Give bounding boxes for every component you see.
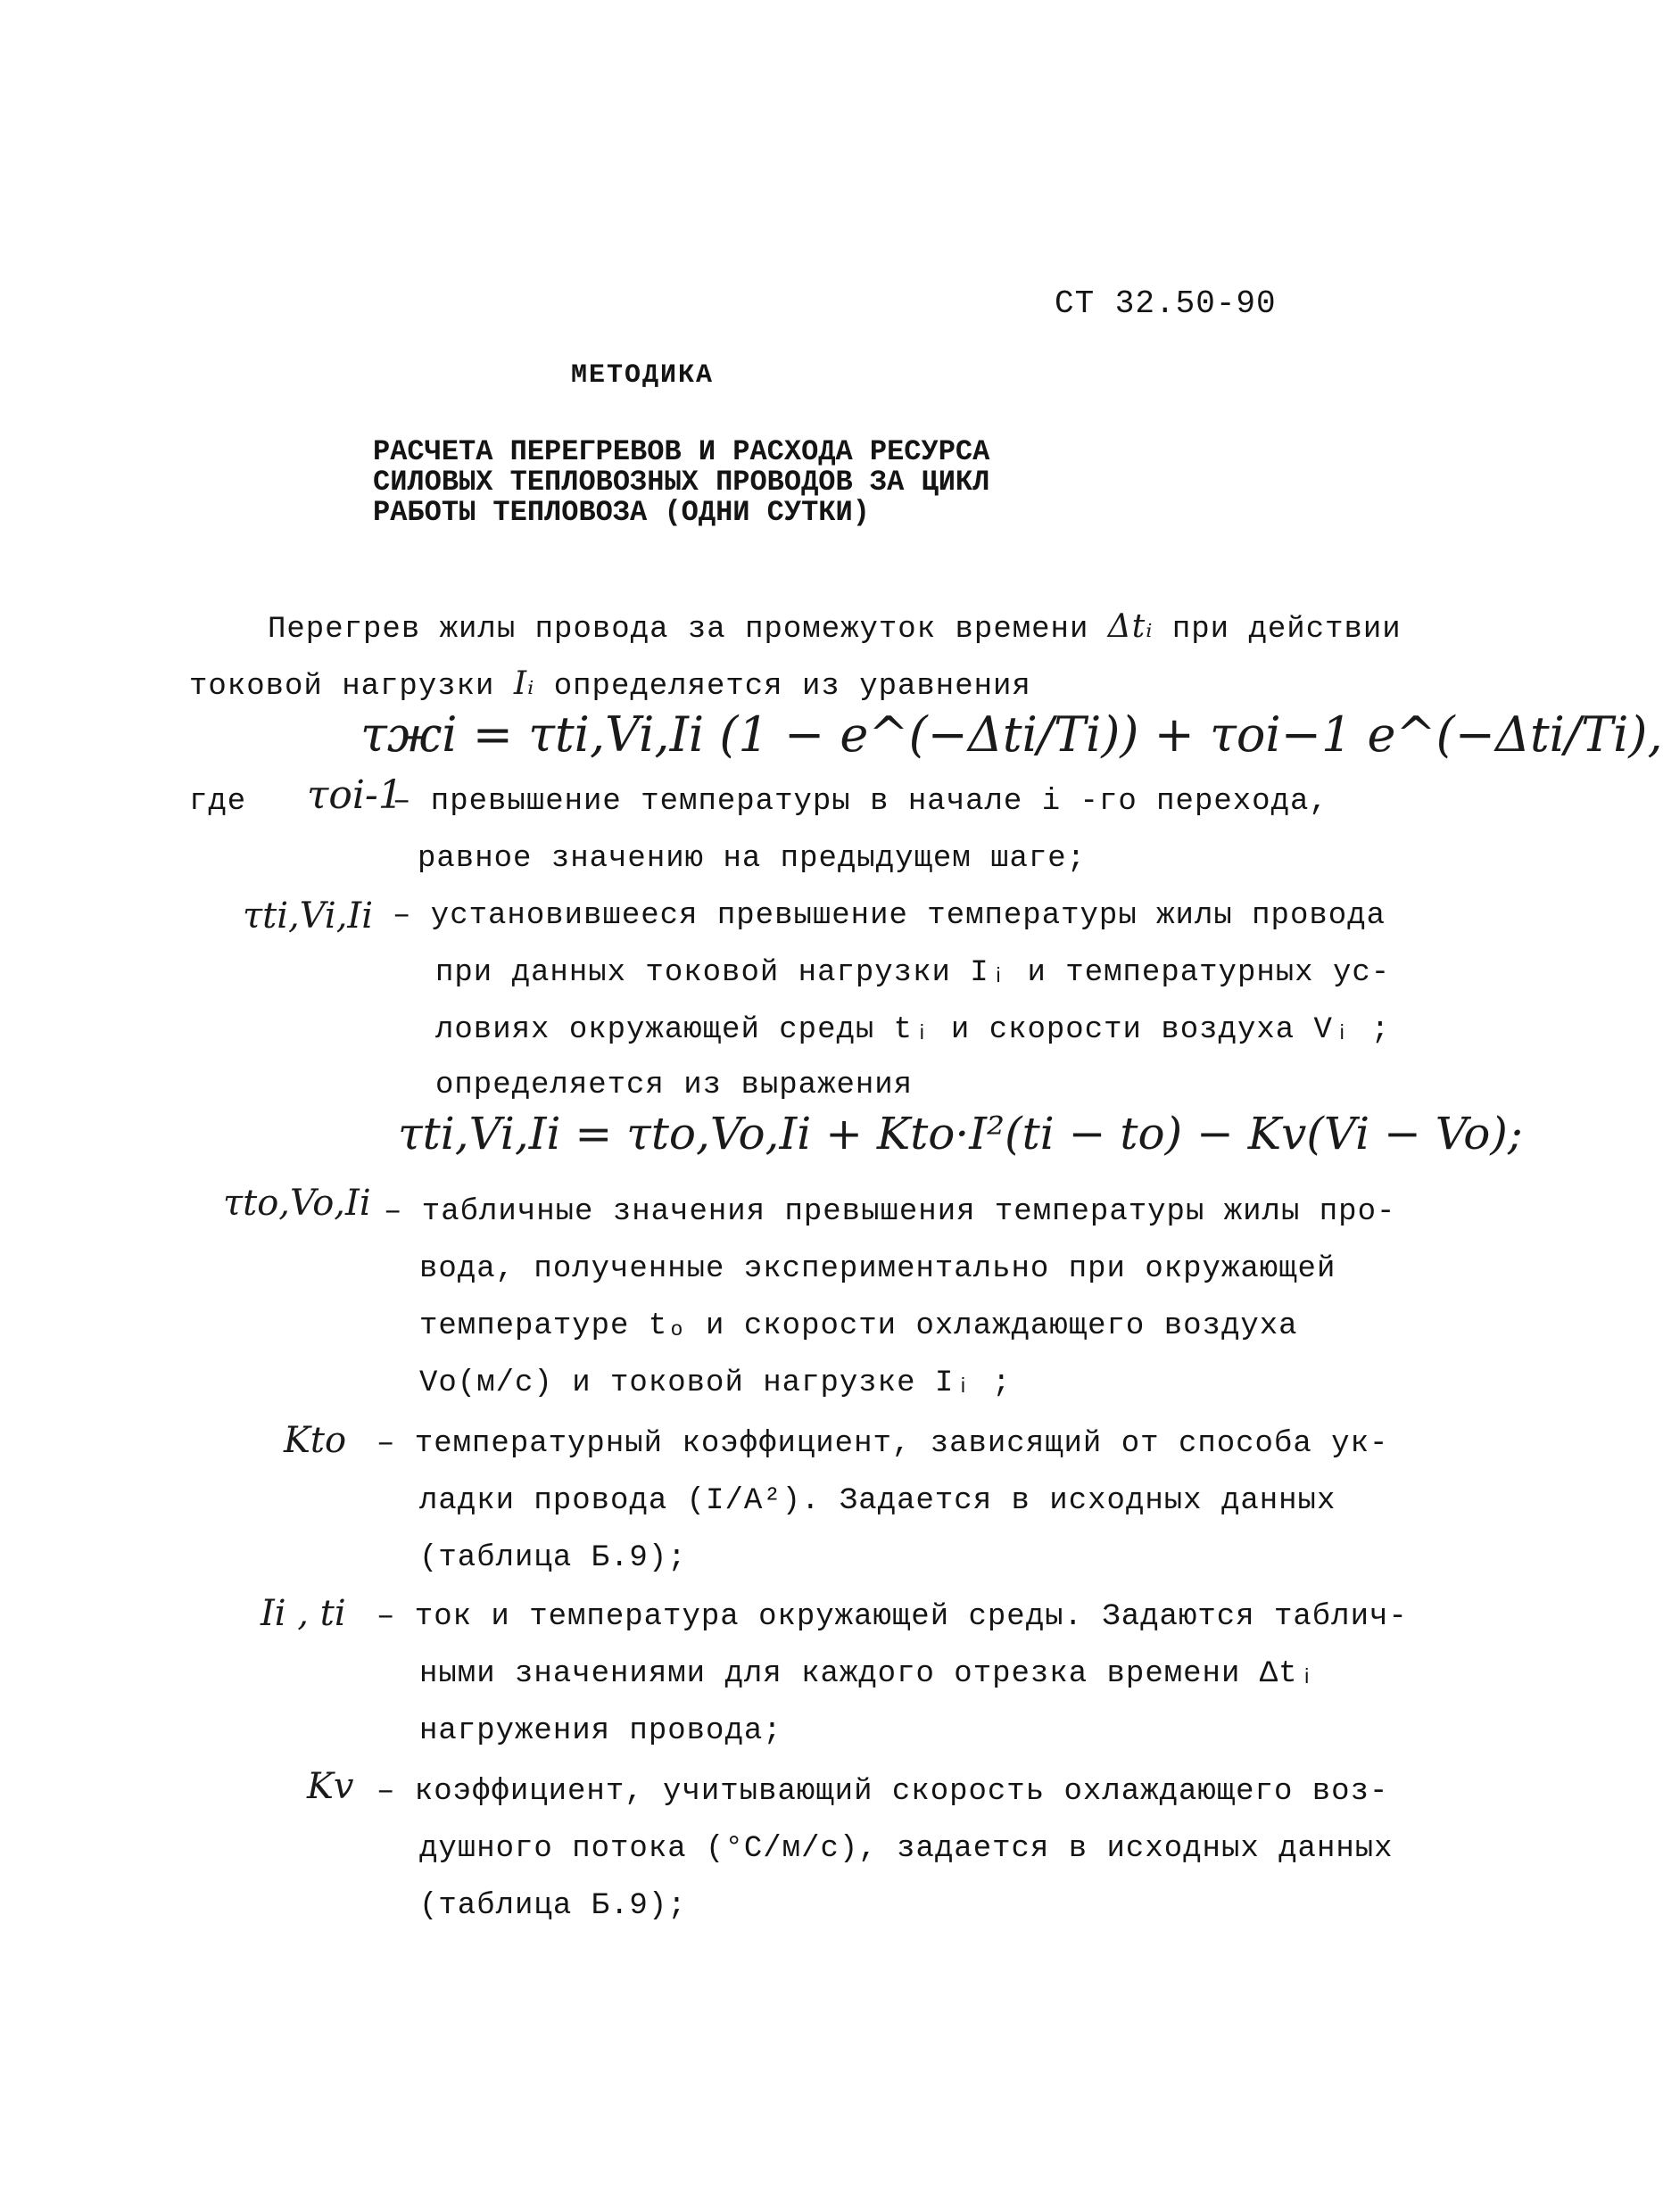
definition-2-line-3: ловиях окружающей среды tᵢ и скорости воздуха Vᵢ ; bbox=[435, 1013, 1391, 1047]
intro-line-2-text-a: токовой нагрузки bbox=[189, 670, 495, 704]
definition-3-line-4: Vo(м/с) и токовой нагрузке Iᵢ ; bbox=[419, 1366, 1012, 1400]
definition-4-line-3: (таблица Б.9); bbox=[419, 1541, 687, 1575]
intro-line-2 bbox=[189, 665, 1031, 704]
definition-3-symbol: τto,Vo,Ii bbox=[223, 1183, 371, 1224]
section-heading: МЕТОДИКА bbox=[571, 360, 715, 391]
definition-2-line-2: при данных токовой нагрузки Iᵢ и температурных ус- bbox=[435, 956, 1391, 990]
equation-2: τti,Vi,Ii = τto,Vo,Ii + Kto·I²(ti − to) − Kv(Vi − Vo); bbox=[398, 1108, 1523, 1160]
definition-5-line-1: – ток и температура окружающей среды. Задаются таблич- bbox=[376, 1600, 1408, 1634]
definition-4-line-2: ладки провода (I/A²). Задается в исходных данных bbox=[419, 1484, 1336, 1518]
intro-line-1-text-b: при действии bbox=[1171, 613, 1402, 647]
definition-6-line-1: – коэффициент, учитывающий скорость охлаждающего воз- bbox=[376, 1775, 1389, 1809]
definition-3-line-2: вода, полученные экспериментально при окружающей bbox=[419, 1252, 1336, 1286]
definition-6-line-2: душного потока (°С/м/с), задается в исходных данных bbox=[419, 1832, 1394, 1866]
definition-1-line-1: – превышение температуры в начале i -го перехода, bbox=[393, 785, 1328, 819]
definition-2-line-4: определяется из выражения bbox=[435, 1069, 914, 1102]
definition-6-symbol: Kv bbox=[307, 1766, 354, 1807]
title-line-3: РАБОТЫ ТЕПЛОВОЗА (ОДНИ СУТКИ) bbox=[373, 496, 870, 529]
definition-2-line-1: – установившееся превышение температуры жилы провода bbox=[393, 899, 1386, 933]
current-symbol: Iᵢ bbox=[513, 665, 535, 702]
definition-1-symbol: τoi-1 bbox=[307, 772, 403, 818]
intro-line-1-text-a: Перегрев жилы провода за промежуток времени bbox=[268, 613, 1089, 647]
definition-4-line-1: – температурный коэффициент, зависящий от способа ук- bbox=[376, 1427, 1389, 1461]
where-word: где bbox=[189, 785, 247, 819]
delta-t-symbol: Δtᵢ bbox=[1107, 608, 1154, 645]
definition-4-symbol: Kto bbox=[284, 1420, 347, 1461]
title-line-1: РАСЧЕТА ПЕРЕГРЕВОВ И РАСХОДА РЕСУРСА bbox=[373, 435, 990, 468]
title-line-2: СИЛОВЫХ ТЕПЛОВОЗНЫХ ПРОВОДОВ ЗА ЦИКЛ bbox=[373, 466, 990, 499]
definition-5-symbol: Ii , ti bbox=[261, 1593, 346, 1634]
document-code: СТ 32.50-90 bbox=[1055, 285, 1277, 322]
definition-5-line-3: нагружения провода; bbox=[419, 1714, 782, 1748]
intro-line-2-text-b: определяется из уравнения bbox=[553, 670, 1031, 704]
definition-1-line-2: равное значению на предыдущем шаге; bbox=[418, 842, 1087, 876]
definition-3-line-1: – табличные значения превышения температуры жилы про- bbox=[384, 1195, 1396, 1229]
definition-3-line-3: температуре tₒ и скорости охлаждающего воздуха bbox=[419, 1309, 1298, 1343]
definition-2-symbol: τti,Vi,Ii bbox=[243, 896, 373, 937]
definition-5-line-2: ными значениями для каждого отрезка времени Δtᵢ bbox=[419, 1657, 1317, 1691]
definition-6-line-3: (таблица Б.9); bbox=[419, 1889, 687, 1923]
equation-1: τжi = τti,Vi,Ii (1 − e^(−Δti/Ti)) + τoi−1 e^(−Δti/Ti), bbox=[360, 706, 1663, 763]
intro-line-1 bbox=[268, 608, 1402, 647]
